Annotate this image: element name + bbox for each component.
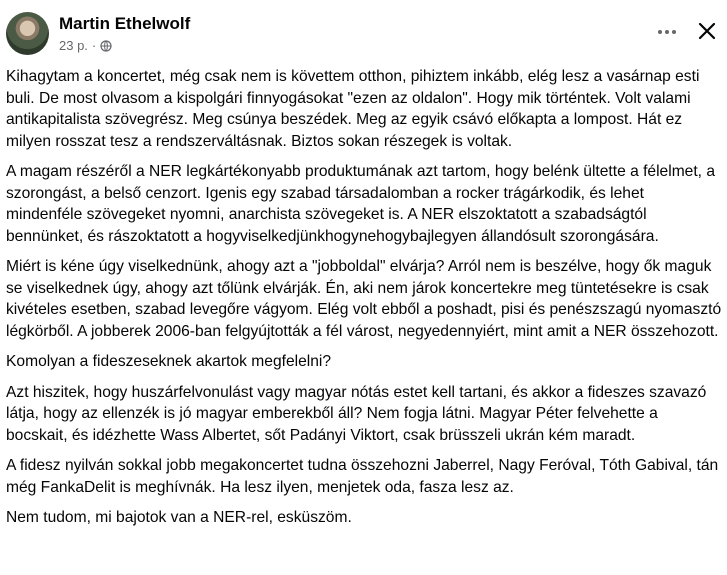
paragraph: Miért is kéne úgy viselkednünk, ahogy azt a "jobboldal" elvárja? Arról nem is beszélve, hogy ők maguk se viselkednek úgy, ahogy azt tőlünk elvárják. Én, aki nem járok koncertekre meg tüntetésekre is csak kivételes esetben, szabad levegőre vágyom. Elég volt ebből a poshadt, pisi és penészszagú nyomasztó légkörből. A jobberek 2006-ban felgyújtották a fél várost, negyedennyiért, mint amit a NER összehozott.: [6, 258, 722, 340]
paragraph: Azt hiszitek, hogy huszárfelvonulást vagy magyar nótás estet kell tartani, és akkor a fideszes szavazó látja, hogy az ellenzék is jó magyar emberekből áll? Nem fogja látni. Magyar Péter felvehette a bocskait, és idézhette Wass Albertet, sőt Padányi Viktort, csak brüsszeli ukrán kém maradt.: [6, 383, 707, 444]
close-button[interactable]: [694, 18, 720, 44]
post-header: [0, 0, 727, 62]
close-icon: [694, 18, 720, 44]
paragraph: Kihagytam a koncertet, még csak nem is követtem otthon, pihiztem inkább, elég lesz a vasárnap esti buli. De most olvasom a kispolgári finnyogásokat "ezen az oldalon". Hogy mik történtek. Volt valami antikapitalista szövegrész. Meg csúnya beszédek. Meg az egyik csávó előkapta a lompost. Hát ez milyen rosszat tesz a rendszerváltásnak. Biztos sokan részegek is voltak.: [6, 68, 700, 150]
paragraph: A magam részéről a NER legkártékonyabb produktumának azt tartom, hogy belénk ültette a félelmet, a szorongást, a belső cenzort. Igenis egy szabad társadalomban a rocker trágárkodik, és lehet mindenféle szövegeket nyomni, anarchista szövegeket is. A NER elszoktatott a szabadságtól bennünket, és rászoktatott a hogyviselkedjünkhogynehogybajlegyen állandósult szorongására.: [6, 163, 716, 245]
author-name[interactable]: Martin Ethelwolf: [59, 14, 191, 33]
post-text: [6, 66, 722, 538]
more-dot: [665, 30, 669, 34]
post-meta: [59, 38, 112, 53]
post-time[interactable]: 23 p.: [59, 38, 88, 53]
paragraph: Komolyan a fideszeseknek akartok megfelelni?: [6, 353, 332, 370]
globe-icon[interactable]: [100, 40, 112, 52]
paragraph: Nem tudom, mi bajotok van a NER-rel, esküszöm.: [6, 509, 352, 526]
more-options-button[interactable]: [652, 19, 682, 45]
avatar[interactable]: [6, 12, 49, 55]
more-dot: [672, 30, 676, 34]
paragraph: A fidesz nyilván sokkal jobb megakoncertet tudna összehozni Jaberrel, Nagy Feróval, Tóth Gabival, tán még FankaDelit is meghívnák. Ha lesz ilyen, menjetek oda, fasza lesz az.: [6, 457, 719, 496]
meta-separator: ·: [91, 38, 97, 53]
more-dots-icon: [658, 30, 662, 34]
